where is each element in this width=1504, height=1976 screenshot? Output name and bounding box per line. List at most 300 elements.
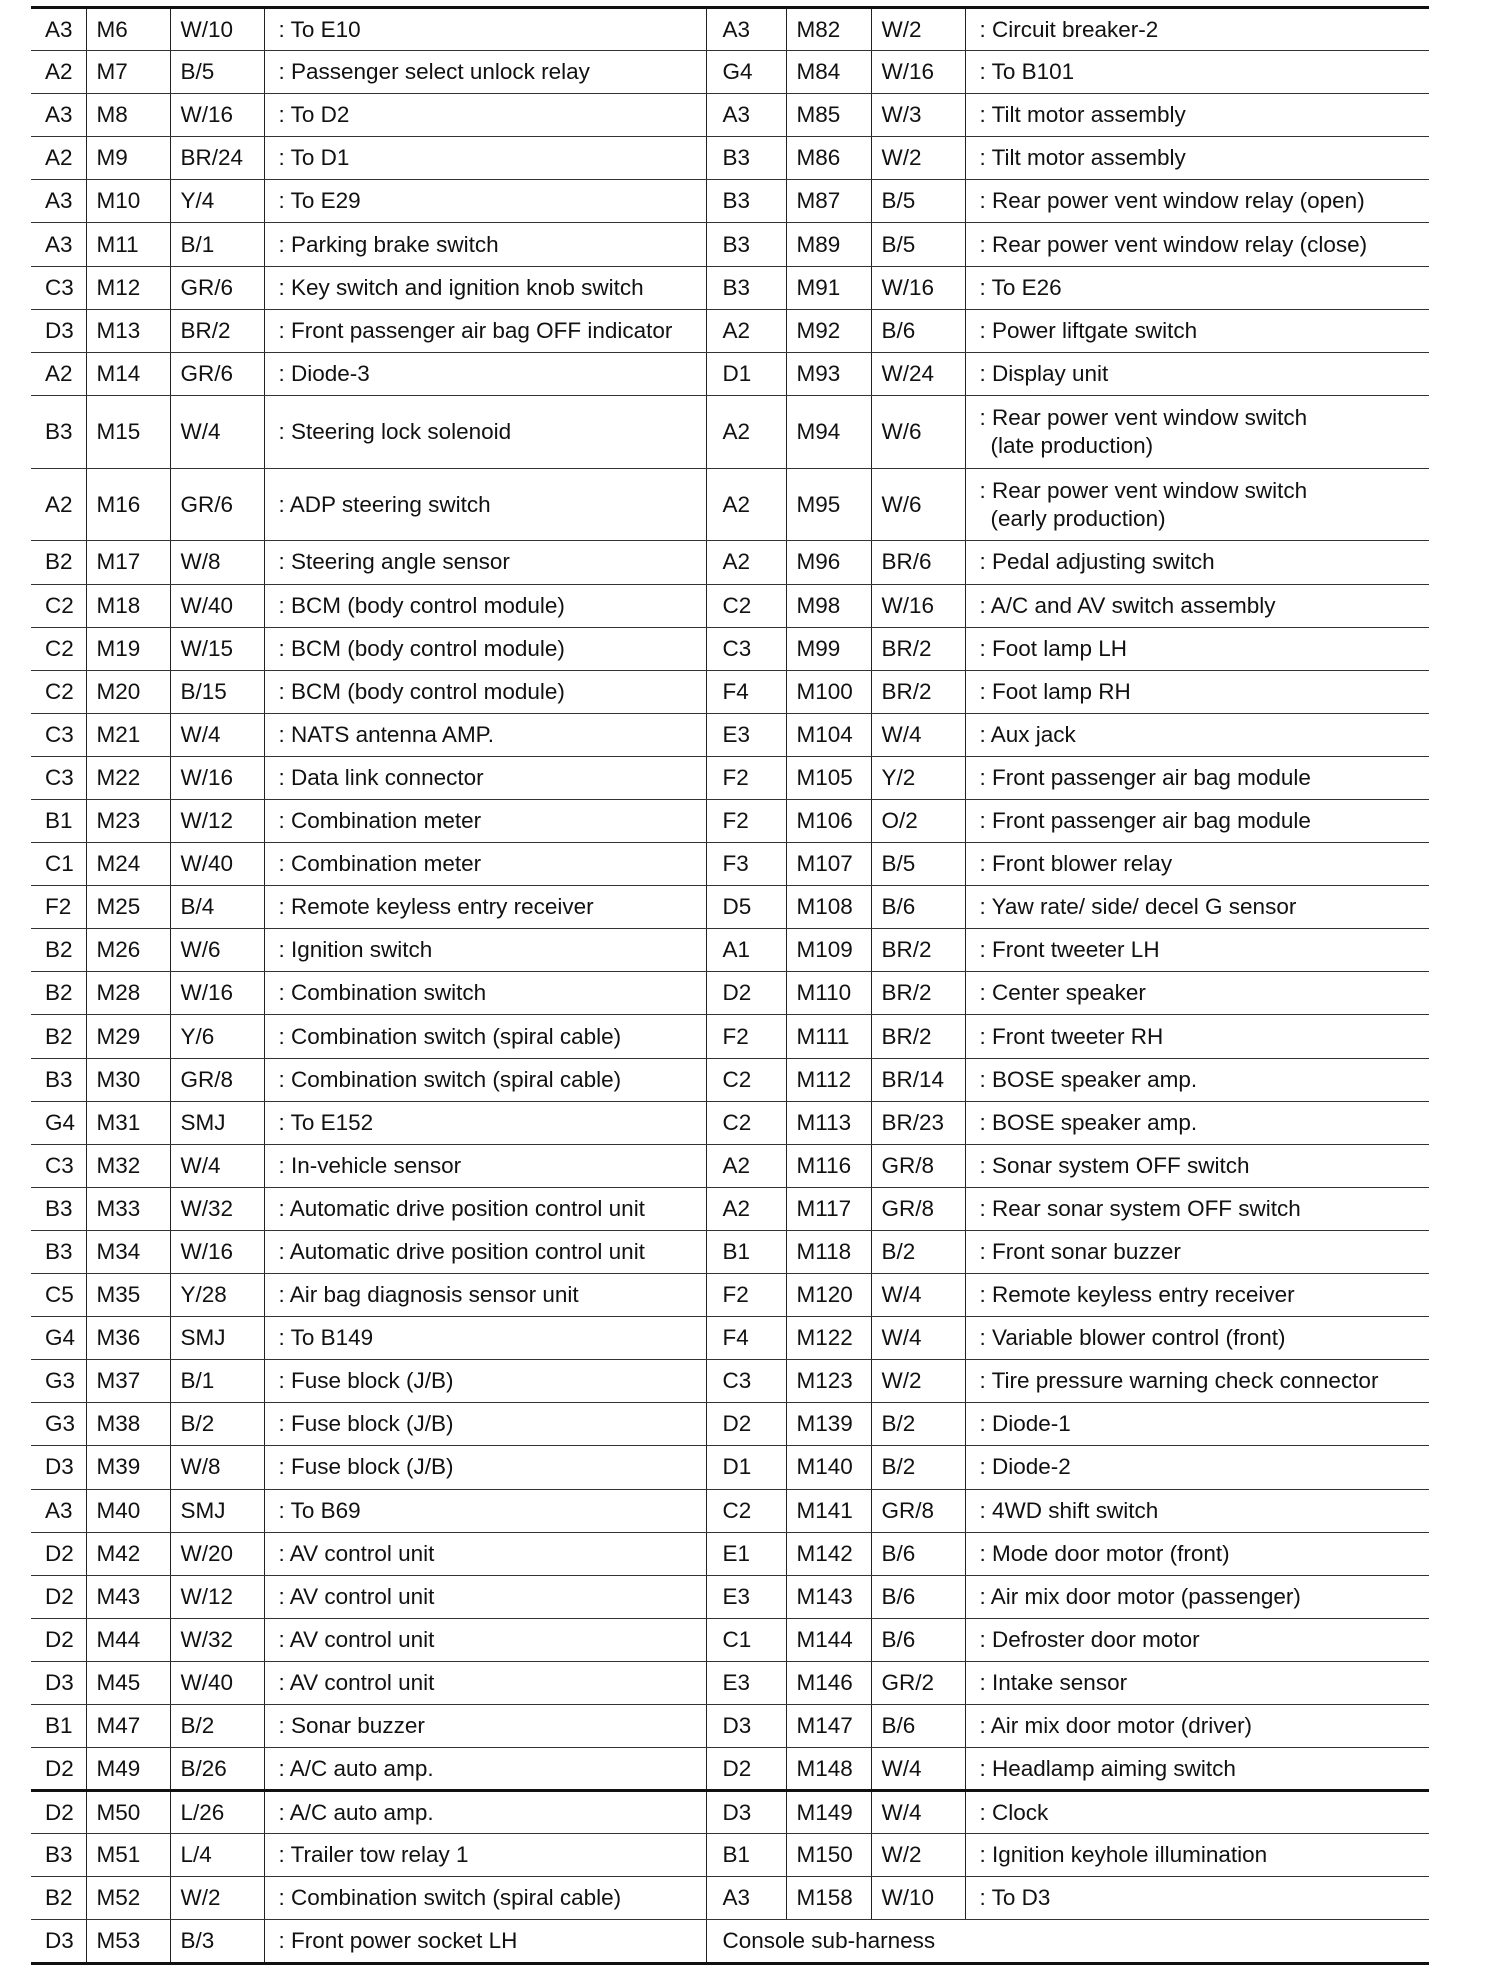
table-row	[31, 1360, 1429, 1403]
left-color-pin-count: B/1	[170, 223, 264, 266]
left-grid-zone: G3	[31, 1403, 86, 1446]
right-connector-number: M106	[786, 800, 871, 843]
right-color-pin-count: B/6	[871, 1575, 965, 1618]
table-row	[31, 1575, 1429, 1618]
left-color-pin-count: GR/6	[170, 468, 264, 541]
left-connector-description: : AV control unit	[264, 1532, 706, 1575]
table-row	[31, 1532, 1429, 1575]
right-connector-number: M94	[786, 395, 871, 468]
left-connector-number: M40	[86, 1489, 170, 1532]
left-color-pin-count: B/15	[170, 670, 264, 713]
right-color-pin-count: BR/6	[871, 541, 965, 584]
right-connector-description: : Diode-2	[965, 1446, 1429, 1489]
right-connector-number: M139	[786, 1403, 871, 1446]
table-row	[31, 1489, 1429, 1532]
right-grid-zone: D1	[706, 352, 786, 395]
right-connector-number: M107	[786, 843, 871, 886]
right-connector-number: M122	[786, 1317, 871, 1360]
right-connector-description: : Tilt motor assembly	[965, 137, 1429, 180]
right-color-pin-count: B/5	[871, 843, 965, 886]
table-row	[31, 223, 1429, 266]
left-connector-description: : To D1	[264, 137, 706, 180]
left-grid-zone: G4	[31, 1101, 86, 1144]
right-connector-number: M82	[786, 8, 871, 51]
left-connector-number: M34	[86, 1230, 170, 1273]
right-connector-number: M104	[786, 713, 871, 756]
right-connector-number: M141	[786, 1489, 871, 1532]
right-grid-zone: A2	[706, 1187, 786, 1230]
left-connector-description: : Combination switch (spiral cable)	[264, 1015, 706, 1058]
table-row	[31, 137, 1429, 180]
left-color-pin-count: W/2	[170, 1877, 264, 1920]
left-connector-number: M15	[86, 395, 170, 468]
right-connector-number: M105	[786, 756, 871, 799]
left-grid-zone: C2	[31, 670, 86, 713]
right-grid-zone: D2	[706, 1748, 786, 1791]
left-color-pin-count: W/40	[170, 584, 264, 627]
table-row	[31, 1704, 1429, 1747]
right-grid-zone: D3	[706, 1704, 786, 1747]
left-connector-description: : Combination switch (spiral cable)	[264, 1877, 706, 1920]
left-grid-zone: B3	[31, 1834, 86, 1877]
left-grid-zone: B3	[31, 1230, 86, 1273]
right-connector-description: : A/C and AV switch assembly	[965, 584, 1429, 627]
left-connector-number: M8	[86, 94, 170, 137]
right-grid-zone: A2	[706, 541, 786, 584]
left-color-pin-count: GR/8	[170, 1058, 264, 1101]
right-grid-zone: E3	[706, 1661, 786, 1704]
left-color-pin-count: B/26	[170, 1748, 264, 1791]
left-connector-number: M22	[86, 756, 170, 799]
right-color-pin-count: B/6	[871, 1618, 965, 1661]
left-grid-zone: B3	[31, 1058, 86, 1101]
left-grid-zone: A3	[31, 180, 86, 223]
right-color-pin-count: B/2	[871, 1403, 965, 1446]
left-color-pin-count: B/1	[170, 1360, 264, 1403]
left-connector-number: M47	[86, 1704, 170, 1747]
left-connector-number: M51	[86, 1834, 170, 1877]
left-color-pin-count: W/4	[170, 395, 264, 468]
left-connector-description: : Parking brake switch	[264, 223, 706, 266]
left-connector-number: M21	[86, 713, 170, 756]
right-connector-description: : Front tweeter RH	[965, 1015, 1429, 1058]
table-row	[31, 266, 1429, 309]
left-color-pin-count: W/40	[170, 843, 264, 886]
left-connector-number: M7	[86, 51, 170, 94]
right-grid-zone: C2	[706, 1101, 786, 1144]
left-connector-number: M30	[86, 1058, 170, 1101]
right-connector-number: M116	[786, 1144, 871, 1187]
left-connector-description: : ADP steering switch	[264, 468, 706, 541]
table-row	[31, 94, 1429, 137]
left-connector-number: M36	[86, 1317, 170, 1360]
right-color-pin-count: B/2	[871, 1446, 965, 1489]
left-connector-number: M13	[86, 309, 170, 352]
right-color-pin-count: BR/2	[871, 929, 965, 972]
right-grid-zone: C3	[706, 627, 786, 670]
left-connector-description: : BCM (body control module)	[264, 670, 706, 713]
right-grid-zone: E3	[706, 1575, 786, 1618]
right-grid-zone: D3	[706, 1791, 786, 1834]
right-connector-number: M110	[786, 972, 871, 1015]
right-color-pin-count: W/4	[871, 1791, 965, 1834]
right-connector-number: M123	[786, 1360, 871, 1403]
right-connector-description: : Rear power vent window relay (open)	[965, 180, 1429, 223]
right-grid-zone: B1	[706, 1230, 786, 1273]
left-connector-number: M26	[86, 929, 170, 972]
left-color-pin-count: SMJ	[170, 1489, 264, 1532]
left-grid-zone: B2	[31, 1015, 86, 1058]
left-connector-number: M39	[86, 1446, 170, 1489]
right-color-pin-count: W/3	[871, 94, 965, 137]
table-row	[31, 1834, 1429, 1877]
right-grid-zone: A2	[706, 1144, 786, 1187]
left-grid-zone: C5	[31, 1274, 86, 1317]
left-connector-description: : Trailer tow relay 1	[264, 1834, 706, 1877]
left-connector-description: : Sonar buzzer	[264, 1704, 706, 1747]
right-connector-number: M144	[786, 1618, 871, 1661]
left-connector-description: : Front power socket LH	[264, 1920, 706, 1963]
right-connector-description: : Front passenger air bag module	[965, 800, 1429, 843]
document-page	[31, 6, 1429, 1965]
left-connector-description: : To E29	[264, 180, 706, 223]
right-color-pin-count: B/5	[871, 223, 965, 266]
right-connector-number: M89	[786, 223, 871, 266]
right-grid-zone: D5	[706, 886, 786, 929]
table-body	[31, 8, 1429, 1964]
left-grid-zone: B2	[31, 1877, 86, 1920]
right-connector-description: : Pedal adjusting switch	[965, 541, 1429, 584]
left-connector-description: : To D2	[264, 94, 706, 137]
left-connector-number: M42	[86, 1532, 170, 1575]
right-connector-description: : Remote keyless entry receiver	[965, 1274, 1429, 1317]
left-color-pin-count: W/4	[170, 713, 264, 756]
left-color-pin-count: B/5	[170, 51, 264, 94]
table-row	[31, 352, 1429, 395]
left-grid-zone: A3	[31, 8, 86, 51]
right-connector-description: : Circuit breaker-2	[965, 8, 1429, 51]
right-grid-zone: A2	[706, 309, 786, 352]
right-connector-description: : Power liftgate switch	[965, 309, 1429, 352]
right-connector-description: : Foot lamp RH	[965, 670, 1429, 713]
left-color-pin-count: W/16	[170, 1230, 264, 1273]
right-grid-zone: F2	[706, 1015, 786, 1058]
right-connector-description	[965, 395, 1429, 468]
table-row	[31, 1230, 1429, 1273]
right-grid-zone: A3	[706, 94, 786, 137]
right-connector-description: : Air mix door motor (driver)	[965, 1704, 1429, 1747]
table-row	[31, 713, 1429, 756]
left-color-pin-count: B/4	[170, 886, 264, 929]
right-color-pin-count: W/2	[871, 1360, 965, 1403]
right-color-pin-count: W/2	[871, 1834, 965, 1877]
table-row	[31, 1187, 1429, 1230]
left-connector-description: : AV control unit	[264, 1575, 706, 1618]
table-row	[31, 756, 1429, 799]
right-color-pin-count: BR/23	[871, 1101, 965, 1144]
left-grid-zone: D3	[31, 1920, 86, 1963]
left-connector-number: M49	[86, 1748, 170, 1791]
right-color-pin-count: B/6	[871, 1532, 965, 1575]
right-color-pin-count: W/6	[871, 395, 965, 468]
left-color-pin-count: W/16	[170, 94, 264, 137]
right-connector-description: : Front tweeter LH	[965, 929, 1429, 972]
right-color-pin-count: GR/2	[871, 1661, 965, 1704]
left-connector-description: : Combination meter	[264, 843, 706, 886]
left-connector-description: : Steering lock solenoid	[264, 395, 706, 468]
left-color-pin-count: W/8	[170, 541, 264, 584]
table-row	[31, 627, 1429, 670]
table-row	[31, 1058, 1429, 1101]
right-connector-number: M100	[786, 670, 871, 713]
right-connector-number: M95	[786, 468, 871, 541]
description-qualifier: (late production)	[990, 432, 1154, 458]
left-grid-zone: C3	[31, 1144, 86, 1187]
left-connector-number: M44	[86, 1618, 170, 1661]
left-color-pin-count: W/12	[170, 800, 264, 843]
table-row	[31, 1661, 1429, 1704]
right-connector-description: : Mode door motor (front)	[965, 1532, 1429, 1575]
left-connector-description: : Automatic drive position control unit	[264, 1187, 706, 1230]
left-grid-zone: A2	[31, 352, 86, 395]
right-connector-description: : Diode-1	[965, 1403, 1429, 1446]
left-connector-number: M25	[86, 886, 170, 929]
right-connector-number: M85	[786, 94, 871, 137]
right-grid-zone: G4	[706, 51, 786, 94]
right-grid-zone: A3	[706, 8, 786, 51]
table-row	[31, 1877, 1429, 1920]
right-grid-zone: B3	[706, 180, 786, 223]
right-color-pin-count: GR/8	[871, 1489, 965, 1532]
left-connector-number: M35	[86, 1274, 170, 1317]
left-grid-zone: C1	[31, 843, 86, 886]
table-row	[31, 1791, 1429, 1834]
right-color-pin-count: W/2	[871, 137, 965, 180]
left-color-pin-count: W/12	[170, 1575, 264, 1618]
left-grid-zone: D3	[31, 309, 86, 352]
left-connector-number: M9	[86, 137, 170, 180]
table-row	[31, 1446, 1429, 1489]
right-grid-zone: B3	[706, 223, 786, 266]
left-connector-number: M38	[86, 1403, 170, 1446]
left-connector-number: M12	[86, 266, 170, 309]
left-connector-number: M32	[86, 1144, 170, 1187]
left-connector-number: M10	[86, 180, 170, 223]
left-connector-number: M33	[86, 1187, 170, 1230]
right-connector-description: : Headlamp aiming switch	[965, 1748, 1429, 1791]
right-connector-number: M120	[786, 1274, 871, 1317]
right-color-pin-count: BR/2	[871, 627, 965, 670]
left-connector-description: : Front passenger air bag OFF indicator	[264, 309, 706, 352]
right-connector-number: M108	[786, 886, 871, 929]
left-connector-description: : Key switch and ignition knob switch	[264, 266, 706, 309]
right-connector-number: M84	[786, 51, 871, 94]
left-connector-number: M17	[86, 541, 170, 584]
table-row	[31, 800, 1429, 843]
right-connector-description: : 4WD shift switch	[965, 1489, 1429, 1532]
table-row	[31, 843, 1429, 886]
right-grid-zone: A3	[706, 1877, 786, 1920]
right-color-pin-count: W/24	[871, 352, 965, 395]
left-connector-description: : Ignition switch	[264, 929, 706, 972]
table-row	[31, 180, 1429, 223]
left-color-pin-count: Y/4	[170, 180, 264, 223]
left-grid-zone: D3	[31, 1661, 86, 1704]
table-row	[31, 929, 1429, 972]
right-connector-number: M118	[786, 1230, 871, 1273]
left-color-pin-count: W/32	[170, 1187, 264, 1230]
left-grid-zone: A2	[31, 137, 86, 180]
left-connector-description: : Passenger select unlock relay	[264, 51, 706, 94]
left-color-pin-count: SMJ	[170, 1317, 264, 1360]
left-grid-zone: D3	[31, 1446, 86, 1489]
left-connector-description: : Fuse block (J/B)	[264, 1360, 706, 1403]
left-connector-number: M53	[86, 1920, 170, 1963]
left-color-pin-count: BR/2	[170, 309, 264, 352]
right-connector-number: M158	[786, 1877, 871, 1920]
left-connector-number: M20	[86, 670, 170, 713]
left-grid-zone: D2	[31, 1532, 86, 1575]
table-row	[31, 1274, 1429, 1317]
right-connector-description: : Foot lamp LH	[965, 627, 1429, 670]
right-connector-number: M91	[786, 266, 871, 309]
right-connector-description: : Clock	[965, 1791, 1429, 1834]
right-color-pin-count: BR/2	[871, 1015, 965, 1058]
left-color-pin-count: L/26	[170, 1791, 264, 1834]
right-color-pin-count: BR/2	[871, 670, 965, 713]
right-color-pin-count: W/10	[871, 1877, 965, 1920]
left-color-pin-count: B/3	[170, 1920, 264, 1963]
left-grid-zone: F2	[31, 886, 86, 929]
right-grid-zone: F2	[706, 756, 786, 799]
left-connector-description: : BCM (body control module)	[264, 584, 706, 627]
left-grid-zone: C3	[31, 756, 86, 799]
right-grid-zone: F4	[706, 670, 786, 713]
right-grid-zone: A1	[706, 929, 786, 972]
left-connector-description: : In-vehicle sensor	[264, 1144, 706, 1187]
left-connector-description: : Fuse block (J/B)	[264, 1446, 706, 1489]
left-color-pin-count: W/20	[170, 1532, 264, 1575]
left-connector-description: : AV control unit	[264, 1661, 706, 1704]
right-color-pin-count: B/6	[871, 886, 965, 929]
left-color-pin-count: GR/6	[170, 352, 264, 395]
right-connector-description: : Rear power vent window relay (close)	[965, 223, 1429, 266]
description-line: : Rear power vent window switch	[979, 404, 1308, 430]
left-grid-zone: A2	[31, 468, 86, 541]
left-grid-zone: C2	[31, 584, 86, 627]
right-grid-zone: B1	[706, 1834, 786, 1877]
left-connector-number: M18	[86, 584, 170, 627]
left-connector-number: M52	[86, 1877, 170, 1920]
right-color-pin-count: B/6	[871, 309, 965, 352]
right-connector-number: M112	[786, 1058, 871, 1101]
right-connector-description: : Intake sensor	[965, 1661, 1429, 1704]
left-connector-description: : Fuse block (J/B)	[264, 1403, 706, 1446]
description-line: : Rear power vent window switch	[979, 477, 1308, 503]
left-grid-zone: A3	[31, 1489, 86, 1532]
right-connector-number: M93	[786, 352, 871, 395]
right-connector-description: : Tire pressure warning check connector	[965, 1360, 1429, 1403]
left-connector-number: M43	[86, 1575, 170, 1618]
left-connector-description: : Combination switch	[264, 972, 706, 1015]
right-grid-zone: F2	[706, 800, 786, 843]
right-grid-zone: D2	[706, 972, 786, 1015]
right-grid-zone: F4	[706, 1317, 786, 1360]
left-connector-description: : To E10	[264, 8, 706, 51]
left-color-pin-count: Y/28	[170, 1274, 264, 1317]
left-color-pin-count: Y/6	[170, 1015, 264, 1058]
left-connector-number: M29	[86, 1015, 170, 1058]
left-color-pin-count: B/2	[170, 1403, 264, 1446]
left-color-pin-count: W/16	[170, 756, 264, 799]
left-connector-description: : To E152	[264, 1101, 706, 1144]
left-connector-number: M37	[86, 1360, 170, 1403]
left-color-pin-count: W/32	[170, 1618, 264, 1661]
left-connector-description: : To B69	[264, 1489, 706, 1532]
left-grid-zone: G4	[31, 1317, 86, 1360]
right-connector-number: M109	[786, 929, 871, 972]
right-grid-zone: A2	[706, 395, 786, 468]
right-color-pin-count: B/6	[871, 1704, 965, 1747]
left-connector-number: M11	[86, 223, 170, 266]
left-connector-description: : Combination switch (spiral cable)	[264, 1058, 706, 1101]
left-color-pin-count: BR/24	[170, 137, 264, 180]
right-connector-description: : Center speaker	[965, 972, 1429, 1015]
right-connector-number: M117	[786, 1187, 871, 1230]
left-connector-description: : Automatic drive position control unit	[264, 1230, 706, 1273]
left-connector-description: : Combination meter	[264, 800, 706, 843]
right-connector-number: M113	[786, 1101, 871, 1144]
table-row	[31, 468, 1429, 541]
left-color-pin-count: W/4	[170, 1144, 264, 1187]
right-connector-description: : Variable blower control (front)	[965, 1317, 1429, 1360]
right-connector-description: : To B101	[965, 51, 1429, 94]
right-grid-zone: E1	[706, 1532, 786, 1575]
left-grid-zone: B2	[31, 929, 86, 972]
left-connector-number: M14	[86, 352, 170, 395]
left-connector-number: M45	[86, 1661, 170, 1704]
table-row	[31, 8, 1429, 51]
left-connector-description: : Air bag diagnosis sensor unit	[264, 1274, 706, 1317]
left-grid-zone: C3	[31, 713, 86, 756]
table-row	[31, 1748, 1429, 1791]
left-grid-zone: B1	[31, 800, 86, 843]
right-connector-number: M142	[786, 1532, 871, 1575]
left-connector-number: M24	[86, 843, 170, 886]
left-connector-description: : AV control unit	[264, 1618, 706, 1661]
right-connector-number: M92	[786, 309, 871, 352]
left-connector-description: : Diode-3	[264, 352, 706, 395]
right-color-pin-count: Y/2	[871, 756, 965, 799]
right-connector-description: : Aux jack	[965, 713, 1429, 756]
right-connector-description: : Tilt motor assembly	[965, 94, 1429, 137]
harness-connector-table	[31, 6, 1429, 1965]
left-color-pin-count: B/2	[170, 1704, 264, 1747]
right-connector-description: : Display unit	[965, 352, 1429, 395]
right-connector-number: M96	[786, 541, 871, 584]
left-connector-number: M50	[86, 1791, 170, 1834]
left-grid-zone: B2	[31, 972, 86, 1015]
left-connector-description: : Data link connector	[264, 756, 706, 799]
table-row	[31, 1920, 1429, 1963]
right-color-pin-count: BR/2	[871, 972, 965, 1015]
section-label: Console sub-harness	[706, 1920, 1429, 1963]
right-grid-zone: D2	[706, 1403, 786, 1446]
right-connector-number: M150	[786, 1834, 871, 1877]
left-grid-zone: A2	[31, 51, 86, 94]
left-color-pin-count: W/8	[170, 1446, 264, 1489]
right-color-pin-count: GR/8	[871, 1144, 965, 1187]
